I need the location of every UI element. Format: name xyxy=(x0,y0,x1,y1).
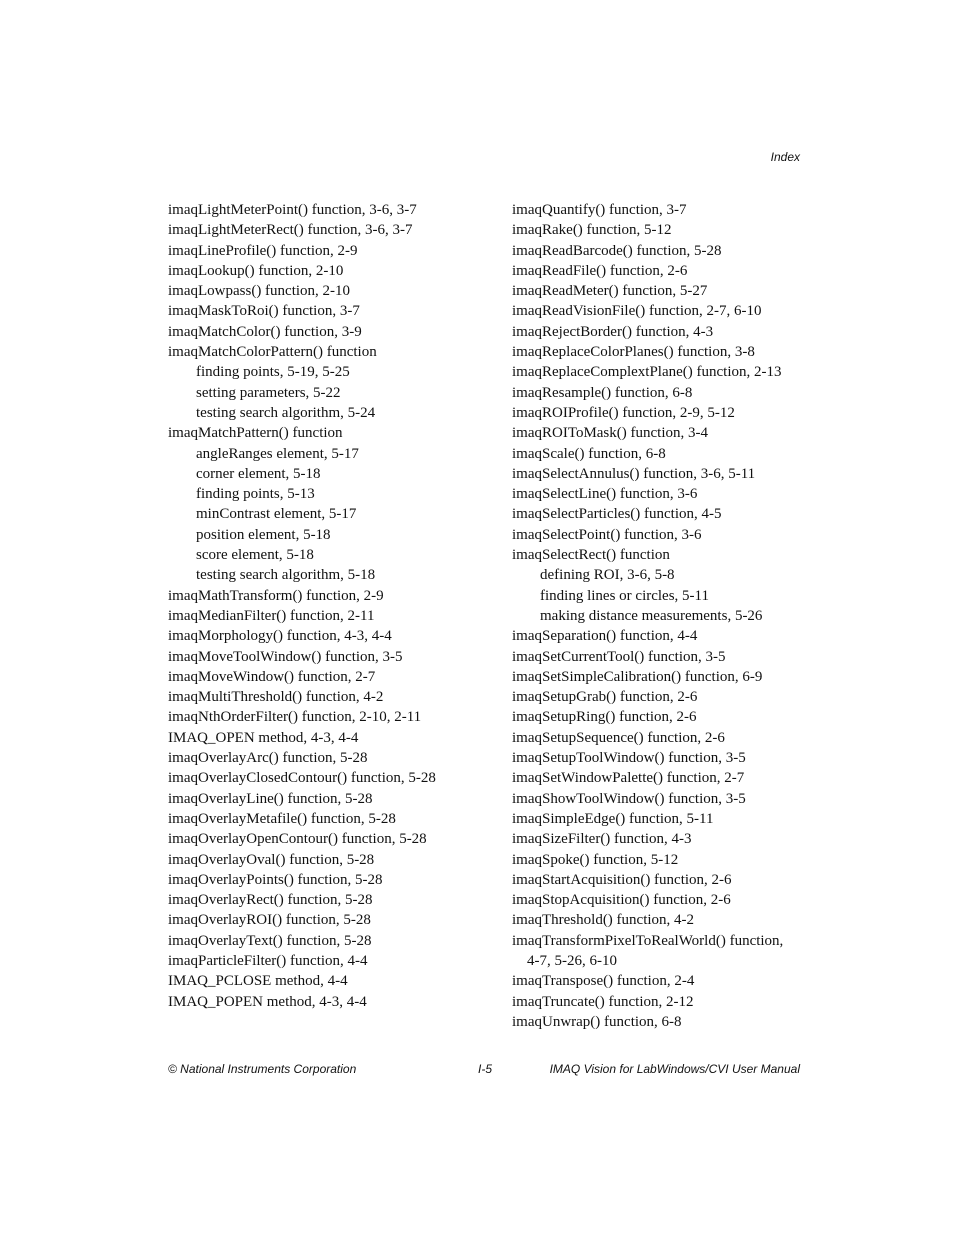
index-entry: imaqOverlayClosedContour() function, 5-28 xyxy=(168,770,436,787)
index-entry: imaqStartAcquisition() function, 2-6 xyxy=(512,871,732,888)
index-entry: imaqLineProfile() function, 2-9 xyxy=(168,242,358,259)
index-entry: imaqOverlayOval() function, 5-28 xyxy=(168,851,375,868)
index-entry: imaqRake() function, 5-12 xyxy=(512,222,672,239)
index-entry: imaqSelectAnnulus() function, 3-6, 5-11 xyxy=(512,465,756,482)
index-entry: imaqReplaceComplextPlane() function, 2-13 xyxy=(512,364,782,381)
index-entry: imaqMatchColorPattern() function xyxy=(168,344,377,361)
index-subentry: corner element, 5-18 xyxy=(196,465,321,482)
index-entry: imaqOverlayROI() function, 5-28 xyxy=(168,912,371,929)
index-entry: imaqOverlayOpenContour() function, 5-28 xyxy=(168,831,427,848)
index-entry: imaqParticleFilter() function, 4-4 xyxy=(168,952,368,969)
index-entry: imaqMoveToolWindow() function, 3-5 xyxy=(168,648,403,665)
index-entry: imaqSetupToolWindow() function, 3-5 xyxy=(512,750,746,767)
index-column-right xyxy=(512,200,812,1032)
index-entry: imaqROIProfile() function, 2-9, 5-12 xyxy=(512,404,735,421)
index-entry: imaqSetupRing() function, 2-6 xyxy=(512,709,697,726)
index-entry: imaqLowpass() function, 2-10 xyxy=(168,283,351,300)
index-subentry: defining ROI, 3-6, 5-8 xyxy=(540,567,675,584)
index-entry: imaqSelectRect() function xyxy=(512,547,670,564)
index-subentry: finding lines or circles, 5-11 xyxy=(540,587,709,604)
index-entry: imaqReadVisionFile() function, 2-7, 6-10 xyxy=(512,303,762,320)
index-subentry: angleRanges element, 5-17 xyxy=(196,445,359,462)
index-entry-continuation: 4-7, 5-26, 6-10 xyxy=(527,952,617,969)
index-entry: imaqLookup() function, 2-10 xyxy=(168,262,344,279)
index-entry: imaqRejectBorder() function, 4-3 xyxy=(512,323,714,340)
index-subentry: setting parameters, 5-22 xyxy=(196,384,341,401)
index-column-left xyxy=(168,200,488,1012)
index-entry: imaqMathTransform() function, 2-9 xyxy=(168,587,384,604)
index-entry: imaqOverlayMetafile() function, 5-28 xyxy=(168,810,396,827)
index-subentry: finding points, 5-13 xyxy=(196,486,315,503)
index-subentry: finding points, 5-19, 5-25 xyxy=(196,364,350,381)
index-entry: imaqTruncate() function, 2-12 xyxy=(512,993,694,1010)
footer-copyright: © National Instruments Corporation xyxy=(168,1062,357,1076)
index-entry: imaqReadMeter() function, 5-27 xyxy=(512,283,708,300)
index-entry: imaqStopAcquisition() function, 2-6 xyxy=(512,892,731,909)
index-entry: imaqSeparation() function, 4-4 xyxy=(512,628,698,645)
index-entry: imaqThreshold() function, 4-2 xyxy=(512,912,695,929)
index-entry: imaqSpoke() function, 5-12 xyxy=(512,851,679,868)
index-subentry: testing search algorithm, 5-24 xyxy=(196,404,376,421)
index-entry: imaqROIToMask() function, 3-4 xyxy=(512,425,708,442)
index-entry: imaqMatchColor() function, 3-9 xyxy=(168,323,362,340)
index-subentry: testing search algorithm, 5-18 xyxy=(196,567,376,584)
index-entry: imaqOverlayText() function, 5-28 xyxy=(168,932,372,949)
index-entry: imaqSetSimpleCalibration() function, 6-9 xyxy=(512,668,763,685)
index-entry: imaqUnwrap() function, 6-8 xyxy=(512,1013,682,1030)
index-entry: imaqShowToolWindow() function, 3-5 xyxy=(512,790,746,807)
page-number: I-5 xyxy=(478,1062,493,1076)
index-entry: imaqSetCurrentTool() function, 3-5 xyxy=(512,648,726,665)
running-head: Index xyxy=(770,150,800,164)
index-entry: imaqQuantify() function, 3-7 xyxy=(512,202,687,218)
index-entry: IMAQ_POPEN method, 4-3, 4-4 xyxy=(168,993,367,1010)
index-entry: imaqSelectLine() function, 3-6 xyxy=(512,486,698,503)
index-entry: imaqSetupSequence() function, 2-6 xyxy=(512,729,725,746)
index-entry: imaqSimpleEdge() function, 5-11 xyxy=(512,810,714,827)
index-entry: imaqOverlayPoints() function, 5-28 xyxy=(168,871,383,888)
index-entry: imaqOverlayRect() function, 5-28 xyxy=(168,892,373,909)
index-subentry: making distance measurements, 5-26 xyxy=(540,607,763,624)
index-entry: imaqMedianFilter() function, 2-11 xyxy=(168,607,375,624)
index-entry: imaqNthOrderFilter() function, 2-10, 2-11 xyxy=(168,709,422,726)
index-entry: imaqMorphology() function, 4-3, 4-4 xyxy=(168,628,392,645)
index-entry: imaqSelectParticles() function, 4-5 xyxy=(512,506,722,523)
index-entry: imaqMultiThreshold() function, 4-2 xyxy=(168,689,384,706)
index-entry: imaqMoveWindow() function, 2-7 xyxy=(168,668,376,685)
index-entry: imaqOverlayArc() function, 5-28 xyxy=(168,750,368,767)
index-entry: imaqTransformPixelToRealWorld() function, xyxy=(512,932,784,949)
index-entry: imaqReadFile() function, 2-6 xyxy=(512,262,688,279)
index-entry: imaqLightMeterPoint() function, 3-6, 3-7 xyxy=(168,202,417,218)
index-entry: imaqMaskToRoi() function, 3-7 xyxy=(168,303,360,320)
index-entry: imaqTranspose() function, 2-4 xyxy=(512,973,695,990)
index-entry: imaqLightMeterRect() function, 3-6, 3-7 xyxy=(168,222,413,239)
index-entry: imaqSetWindowPalette() function, 2-7 xyxy=(512,770,745,787)
index-subentry: position element, 5-18 xyxy=(196,526,331,543)
index-entry: imaqResample() function, 6-8 xyxy=(512,384,693,401)
index-entry: imaqReadBarcode() function, 5-28 xyxy=(512,242,722,259)
footer-manual-title: IMAQ Vision for LabWindows/CVI User Manual xyxy=(549,1062,800,1076)
index-entry: imaqReplaceColorPlanes() function, 3-8 xyxy=(512,344,755,361)
index-entry: imaqSelectPoint() function, 3-6 xyxy=(512,526,702,543)
index-subentry: score element, 5-18 xyxy=(196,547,314,564)
index-entry: imaqScale() function, 6-8 xyxy=(512,445,666,462)
index-entry: IMAQ_PCLOSE method, 4-4 xyxy=(168,973,348,990)
index-entry: imaqOverlayLine() function, 5-28 xyxy=(168,790,373,807)
index-subentry: minContrast element, 5-17 xyxy=(196,506,357,523)
index-entry: imaqSizeFilter() function, 4-3 xyxy=(512,831,692,848)
index-entry: imaqMatchPattern() function xyxy=(168,425,343,442)
index-entry: IMAQ_OPEN method, 4-3, 4-4 xyxy=(168,729,359,746)
index-entry: imaqSetupGrab() function, 2-6 xyxy=(512,689,698,706)
